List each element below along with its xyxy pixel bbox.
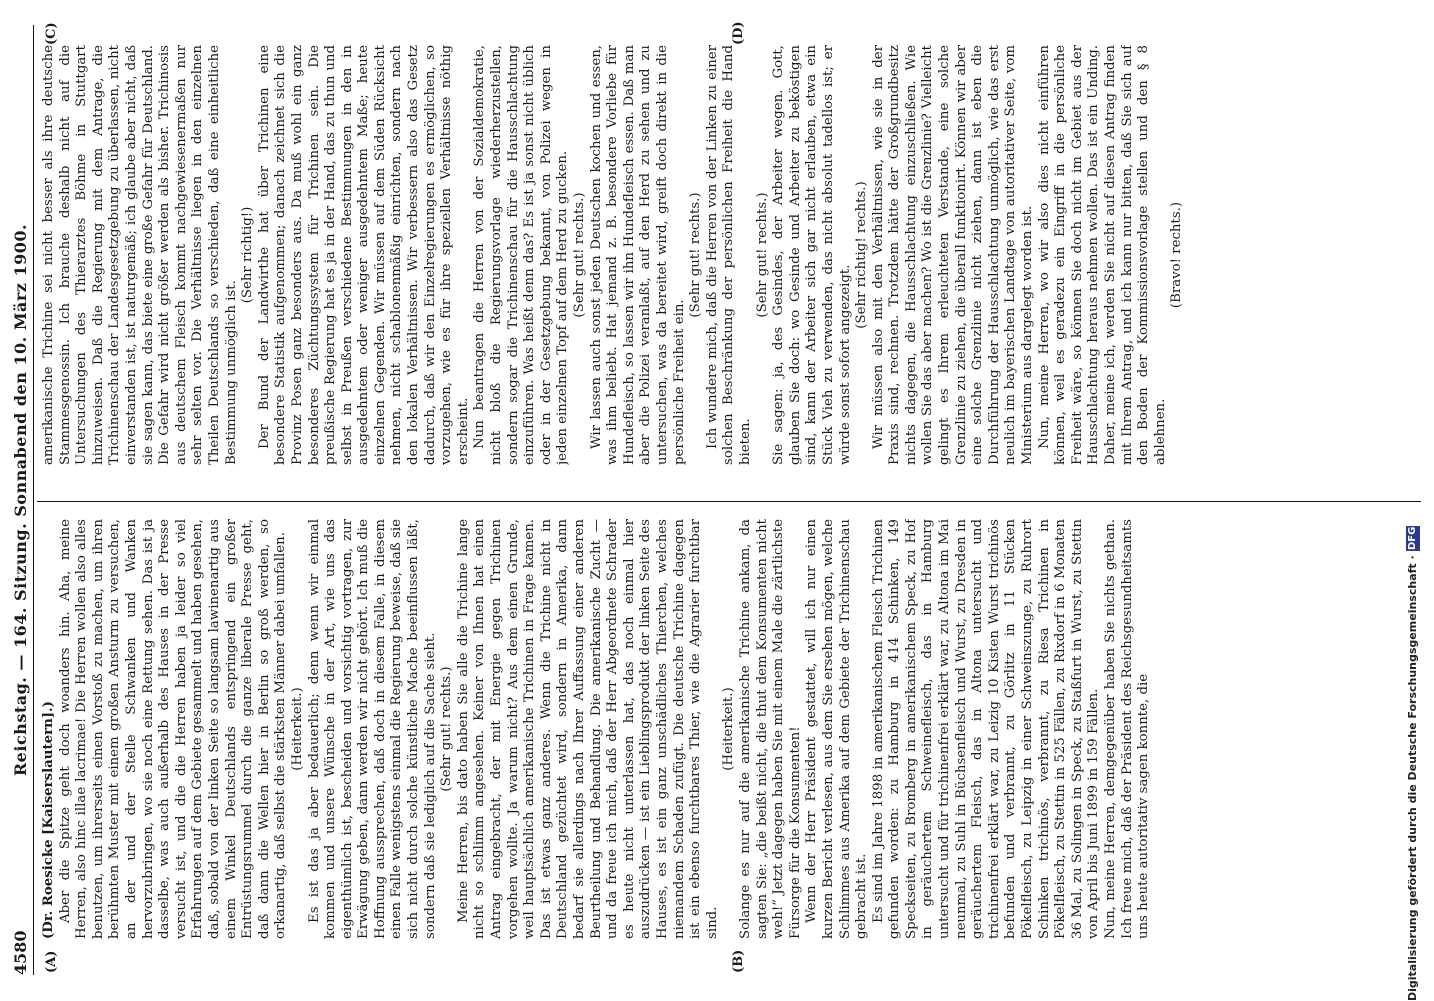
reaction: (Sehr richtig! rechts.) bbox=[854, 181, 870, 329]
paragraph: Ich wundere mich, daß die Herren von der Linken zu einer solchen Beschränkung der persönlichen Freiheit die Hand bieten. bbox=[704, 45, 753, 465]
margin-marker-b: (B) bbox=[731, 949, 746, 973]
left-column bbox=[41, 519, 1421, 939]
margin-marker-d: (D) bbox=[731, 21, 746, 45]
speaker-attribution: (Dr. Roesicke [Kaiserslautern].) bbox=[41, 701, 56, 939]
paragraph: Es ist das ja aber bedauerlich; denn wenn wir einmal kommen und unsere Wünsche in der Art, wie uns das eigenthümlich ist, bescheiden und vorsichtig vortragen, zur Erwägung geben, dann werden wir nicht gehört. Ich muß die Hoffnung aussprechen, daß doch in diesem Falle, in diesem einen Falle wenigstens einmal die Regierung beweise, daß sie sich nicht durch solche künstliche Mache beeinflussen läßt, sondern daß sie lediglich auf die Sache sieht. bbox=[306, 519, 438, 939]
paragraph: Nun, meine Herren, demgegenüber haben Sie nichts gethan. Ich freue mich, daß der Präsident des Reichsgesundheitsamts uns heute autoritativ sagen konnte, die bbox=[1103, 519, 1152, 939]
paragraph: Nun beantragen die Herren von der Sozialdemokratie, nicht bloß die Regierungsvorlage wiederherzustellen, sondern sogar die Trichinenschau für die Hausschlachtung einzuführen. Was heißt denn das? Es ist ja sonst nicht üblich oder in der Gesetzgebung bekannt, von Polizei wegen in jeden einzelnen Topf auf dem Herd zu gucken. bbox=[472, 45, 571, 465]
paragraph: Nun, meine Herren, wo wir also dies nicht einführen können, weil es geradezu ein Eingriff in die persönliche Freiheit wäre, so können Sie doch nicht im Gebiet aus der Hausschlachtung heraus nehmen wollen. Das ist ein Unding. Daher, meine ich, werden Sie nicht auf diesen Antrag finden mit Ihrem Antrag, und ich kann nur bitten, daß Sie sich auf den Boden der Kommissionsvorlage stellen und den § 8 ablehnen. bbox=[1036, 45, 1168, 465]
paragraph: Wenn der Herr Präsident gestattet, will ich nur einen kurzen Bericht verlesen, aus dem Sie ersehen mögen, welche Schlimmes aus Amerika auf dem Gebiete der Trichinenschau gebracht ist. bbox=[804, 519, 870, 939]
page-header bbox=[11, 25, 34, 975]
paragraph: Wir müssen also mit den Verhältnissen, wie sie in der Praxis sind, rechnen. Trotzdem hätte der Großgrundbesitz nichts dagegen, die Hausschlachtung einzuschließen. Wie wollen Sie das aber machen? Wo ist die Grenzlinie? Vielleicht gelingt es Ihrem erleuchteten Verstande, eine solche Grenzlinie zu ziehen, die überall funktionirt. Können wir aber eine solche Grenzlinie nicht ziehen, dann ist eben die Durchführung der Hausschlachtung unmöglich, wie das erst neulich im bayerischen Landtage von autoritativer Seite, vom Ministerium aus dargelegt worden ist. bbox=[870, 45, 1036, 465]
reaction: (Heiterkeit.) bbox=[721, 687, 737, 771]
margin-marker-c: (C) bbox=[44, 22, 59, 45]
newspaper-page bbox=[7, 15, 1427, 985]
paragraph: Es sind im Jahre 1898 in amerikanischem Fleisch Trichinen gefunden worden: zu Hamburg in 414 Schinken, 149 Speckseiten, zu Bromberg in amerikanischem Speck, zu Hof in geräuchertem Schweinefleisch, das in Hamburg untersucht und für trichinenfrei erklärt war, zu Altona im Mai neunmal, zu Suhl in Büchsenfleisch und Wurst, zu Dresden in geräuchertem Fleisch, das in Altona untersucht und trichinenfrei erklärt war, zu Leizig 10 Kisten Wurst trichinös befunden und verbrannt, zu Görlitz in 11 Stücken Pökelfleisch, zu Leipzig in einer Schweinszunge, zu Ruhrort Schinken trichinös, verbrannt, zu Riesa Trichinen in Pökelfleisch, zu Stettin in 525 Fällen, zu Rixdorf in 6 Monaten 36 Mal, zu Solingen in Speck, zu Staßfurt in Wurst, zu Stettin von April bis Juni 1899 in 159 Fällen. bbox=[870, 519, 1102, 939]
reaction: (Sehr gut! rechts.) bbox=[439, 666, 455, 792]
reaction: (Sehr gut! rechts.) bbox=[688, 192, 704, 318]
dfg-logo: DFG bbox=[1407, 527, 1418, 551]
reaction: (Sehr gut! rechts.) bbox=[572, 192, 587, 318]
paragraph: Meine Herren, bis dato haben Sie alle die Trichine lange nicht so schlimm angesehen. Keiner von Ihnen hat einen Antrag eingebracht, der mit Energie gegen Trichinen vorgehen wollte. Ja warum nicht? Aus dem einen Grunde, weil hauptsächlich amerikanische Trichinen in Frage kamen. Das ist etwas ganz anderes. Wenn die Trichine nicht in Deutschland gezüchtet wird, sondern in Amerika, dann bedarf sie allerdings nach Ihrer Auffassung einer anderen Beurtheilung und Behandlung. Die amerikanische Zucht — und da freue ich mich, daß der Herr Abgeordnete Schrader es heute nicht unterlassen hat, das noch einmal hier auszudrücken — ist ein Lieblingsprodukt der linken Seite des Hauses, es ist ein ganz unschädliches Thierchen, welches niemandem Schaden zufügt. Die deutsche Trichine dagegen ist ein ebenso furchtbares Thier, wie die Agrarier furchtbar sind. bbox=[455, 519, 720, 939]
margin-marker-a: (A) bbox=[44, 950, 59, 973]
reaction: (Sehr richtig!) bbox=[240, 206, 256, 304]
digitization-credit: Digitalisierung gefördert durch die Deutsche Forschungsgemeinschaft · DFG bbox=[1406, 527, 1419, 1001]
reaction: (Heiterkeit.) bbox=[289, 687, 305, 771]
running-head: Reichstag. — 164. Sitzung. Sonnabend den 10. März 1900. bbox=[11, 223, 30, 777]
credit-text: Digitalisierung gefördert durch die Deutsche Forschungsgemeinschaft bbox=[1406, 563, 1419, 1001]
reaction: (Sehr gut! rechts.) bbox=[754, 192, 770, 318]
paragraph: Aber die Spitze geht doch woanders hin. Aha, meine Herren, also hinc illae lacrimae! Die Herren wollen also alles benutzen, um ihrerseits einen Vorstoß zu machen, um ihren berühmten Muster mit einem großen Ansturm zu versuchen, an der und der Stelle Schwanken und Wanken hervorzubringen, wo sie noch eine Rettung sehen. Das ist ja dasselbe, was auch außerhalb des Hauses in der Presse versucht ist, und die die Herren haben ja leider so viel Erfahrungen auf dem Gebiete gesammelt und haben gesehen, daß, sobald von der linken Seite so langsam lawinenartig aus einem Winkel Deutschlands entspringend ein großer Entrüstungsrummel durch die ganze liberale Presse geht, daß dann die Wellen hier in Berlin so groß werden, so orkanartig, daß selbst die stärksten Männer dabei umfallen. bbox=[57, 519, 289, 939]
paragraph: Solange es nur auf die amerikanische Trichine ankam, da sagten Sie: „die beißt nicht, die thut dem Konsumenten nicht weh!“ Jetzt dagegen haben Sie mit einem Male die zärtlichste Fürsorge für die Konsumenten! bbox=[737, 519, 803, 939]
paragraph: amerikanische Trichine sei nicht besser als ihre deutsche Stammesgenossin. Ich brauche deshalb nicht auf die Untersuchungen des Thierarztes Böhme in Stuttgart hinzuweisen. Daß die Regierung mit dem Antrage, die Trichinenschau der Landesgesetzgebung zu überlassen, nicht einverstanden ist, ist naturgemäß; ich glaube aber nicht, daß sie sagen kann, das biete eine große Gefahr für Deutschland. Die Gefahr wird nicht größer werden als bisher. Trichinosis aus deutschem Fleisch kommt nachgewiesenermaßen nur sehr selten vor. Die Verhältnisse liegen in den einzelnen Theilen Deutschlands so verschieden, daß eine einheitliche Bestimmung unmöglich ist. bbox=[41, 45, 239, 465]
column-rule bbox=[37, 501, 1421, 502]
paragraph: Wir lassen auch sonst jeden Deutschen kochen und essen, was ihm beliebt. Hat jemand z. B. besondere Vorliebe für Hundefleisch, so lassen wir ihn Hundefleisch essen. Daß man aber die Polizei veranlaßt, auf den Herd zu sehen und zu untersuchen, was da bereitet wird, greift doch direkt in die persönliche Freiheit ein. bbox=[588, 45, 687, 465]
page-number: 4580 bbox=[11, 930, 30, 975]
paragraph: Der Bund der Landwirthe hat über Trichinen eine besondere Statistik aufgenommen; danach zeichnet sich die Provinz Posen ganz besonders aus. Da muß wohl ein ganz besonderes Züchtungssystem für Trichinen sein. Die preußische Regierung hat es ja in der Hand, das zu thun und selbst in Preußen verschiedene Bestimmungen in den in ausgedehntem oder weniger ausgedehntem Maße; heute einzelnen Gegenden. Wir müssen auf dem Süden Rücksicht nehmen, nicht schablonenmäßig einrichten, sondern nach den lokalen Verhältnissen. Wir verbessern also das Gesetz dadurch, daß wir den Einzelregierungen es ermöglichen, so vorzugehen, wie es für ihre speziellen Verhältnisse nöthig erscheint. bbox=[256, 45, 471, 465]
reaction: (Bravo! rechts.) bbox=[1169, 201, 1185, 309]
paragraph: Sie sagen: ja, des Gesindes, der Arbeiter wegen. Gott, glauben Sie doch: wo Gesinde und Arbeiter zu beköstigen sind, kann der Arbeiter sich gar nicht erlauben, etwa ein Stück Vieh zu verwenden, das nicht absolut tadellos ist; er würde sonst sofort angezeigt. bbox=[771, 45, 853, 465]
right-column bbox=[41, 45, 1421, 465]
